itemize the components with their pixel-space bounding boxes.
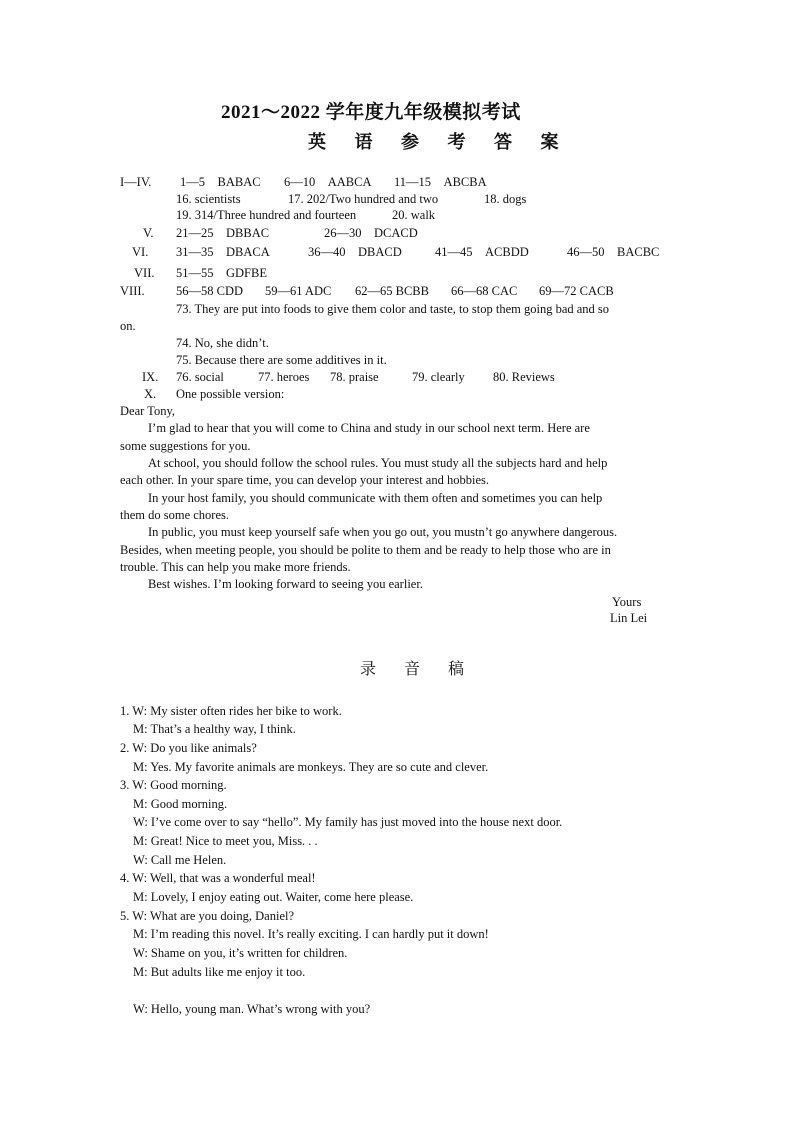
answer-group: 31—35 DBACA: [176, 245, 270, 259]
answer-group: 56—58 CDD: [176, 284, 244, 298]
letter-line: In public, you must keep yourself safe when you go out, you mustn’t go anywhere dangerous.: [148, 525, 618, 539]
answer-group: 36—40 DBACD: [308, 245, 402, 259]
section-label: I—IV.: [120, 175, 152, 189]
letter-line: some suggestions for you.: [120, 439, 251, 453]
answer-group: 11—15 ABCBA: [394, 175, 487, 189]
answer-group: 1—5 BABAC: [180, 175, 261, 189]
transcript-line: W: Shame on you, it’s written for children.: [133, 946, 348, 960]
letter-salutation: Dear Tony,: [120, 404, 176, 418]
section-label: X.: [144, 387, 157, 401]
answer-group: 69—72 CACB: [539, 284, 614, 298]
answer-group: 46—50 BACBC: [567, 245, 660, 259]
letter-line: Besides, when meeting people, you should be polite to them and be ready to help those who are in: [120, 543, 611, 557]
transcript-line: 3. W: Good morning.: [120, 778, 227, 792]
transcript-line: M: Great! Nice to meet you, Miss. . .: [133, 834, 318, 848]
answer-group: 21—25 DBBAC: [176, 226, 270, 240]
letter-closing: Yours: [612, 595, 642, 609]
letter-signature: Lin Lei: [610, 611, 648, 625]
section-label: IX.: [142, 370, 159, 384]
answer-text: on.: [120, 319, 136, 333]
answer-item: 77. heroes: [258, 370, 310, 384]
answer-text: 74. No, she didn’t.: [176, 336, 269, 350]
letter-line: In your host family, you should communicate with them often and sometimes you can help: [148, 491, 603, 505]
answer-text: 75. Because there are some additives in it.: [176, 353, 387, 367]
answer-item: 19. 314/Three hundred and fourteen: [176, 208, 357, 222]
answer-item: 18. dogs: [484, 192, 527, 206]
answer-item: 80. Reviews: [493, 370, 555, 384]
answer-group: 51—55 GDFBE: [176, 266, 267, 280]
answer-item: 79. clearly: [412, 370, 465, 384]
transcript-title: 录 音 稿: [360, 661, 477, 678]
letter-line: I’m glad to hear that you will come to China and study in our school next term. Here are: [148, 421, 590, 435]
letter-line: them do some chores.: [120, 508, 230, 522]
page-title: 2021～2022 学年度九年级模拟考试: [221, 102, 521, 123]
section-label: VI.: [132, 245, 149, 259]
answer-item: 78. praise: [330, 370, 379, 384]
transcript-line: M: But adults like me enjoy it too.: [133, 965, 306, 979]
letter-line: trouble. This can help you make more friends.: [120, 560, 351, 574]
transcript-line: 5. W: What are you doing, Daniel?: [120, 909, 295, 923]
transcript-line: M: I’m reading this novel. It’s really exciting. I can hardly put it down!: [133, 927, 489, 941]
transcript-line: W: Hello, young man. What’s wrong with you?: [133, 1002, 371, 1016]
answer-text: One possible version:: [176, 387, 285, 401]
page-subtitle: 英 语 参 考 答 案: [308, 132, 571, 152]
answer-group: 62—65 BCBB: [355, 284, 429, 298]
answer-item: 16. scientists: [176, 192, 241, 206]
transcript-line: M: Good morning.: [133, 797, 228, 811]
transcript-line: M: Lovely, I enjoy eating out. Waiter, come here please.: [133, 890, 414, 904]
letter-line: each other. In your spare time, you can develop your interest and hobbies.: [120, 473, 489, 487]
transcript-line: 4. W: Well, that was a wonderful meal!: [120, 871, 316, 885]
answer-group: 6—10 AABCA: [284, 175, 372, 189]
answer-group: 26—30 DCACD: [324, 226, 418, 240]
transcript-line: 1. W: My sister often rides her bike to work.: [120, 704, 342, 718]
letter-line: Best wishes. I’m looking forward to seeing you earlier.: [148, 577, 423, 591]
answer-item: 76. social: [176, 370, 224, 384]
answer-group: 59—61 ADC: [265, 284, 332, 298]
answer-item: 17. 202/Two hundred and two: [288, 192, 439, 206]
answer-text: 73. They are put into foods to give them color and taste, to stop them going bad and so: [176, 302, 610, 316]
transcript-line: W: I’ve come over to say “hello”. My family has just moved into the house next door.: [133, 815, 563, 829]
answer-group: 41—45 ACBDD: [435, 245, 529, 259]
answer-group: 66—68 CAC: [451, 284, 518, 298]
transcript-line: W: Call me Helen.: [133, 853, 227, 867]
transcript-line: 2. W: Do you like animals?: [120, 741, 257, 755]
transcript-line: M: Yes. My favorite animals are monkeys. They are so cute and clever.: [133, 760, 489, 774]
section-label: VII.: [134, 266, 155, 280]
answer-item: 20. walk: [392, 208, 436, 222]
letter-line: At school, you should follow the school rules. You must study all the subjects hard and help: [148, 456, 608, 470]
section-label: VIII.: [120, 284, 145, 298]
section-label: V.: [143, 226, 154, 240]
transcript-line: M: That’s a healthy way, I think.: [133, 722, 296, 736]
